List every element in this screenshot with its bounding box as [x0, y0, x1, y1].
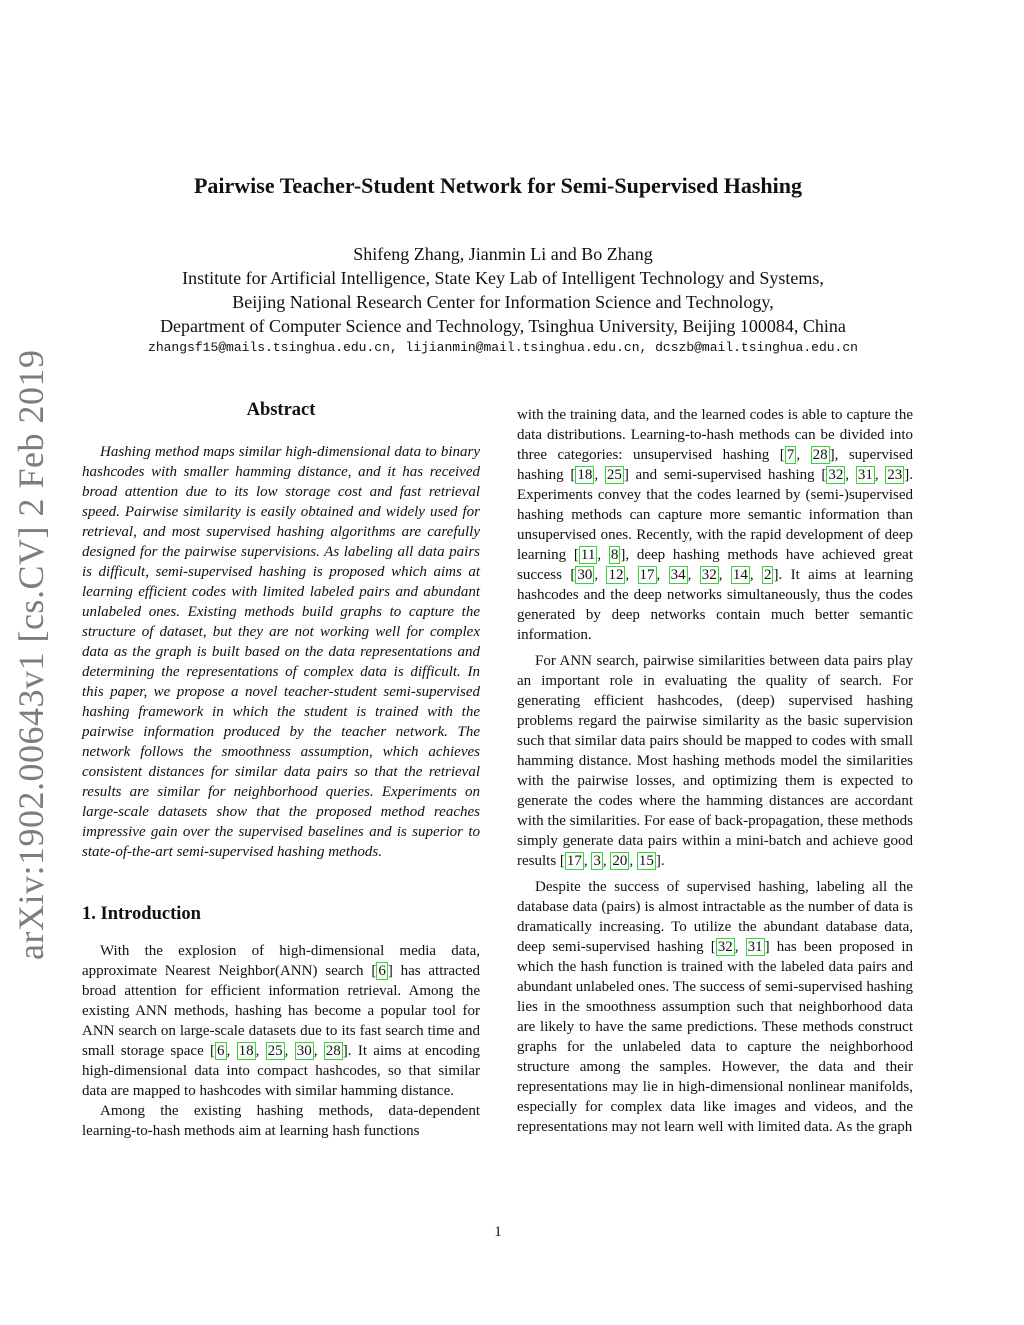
- citation-link[interactable]: 3: [593, 853, 601, 869]
- citation-link[interactable]: 28: [325, 1043, 341, 1059]
- right-paragraph-1: with the training data, and the learned codes is able to capture the data distributions. Learning-to-hash methods can be divided into three categories: unsupervised hashing [ 7 , 28 ], supervised hashing [ 18 , 25 ] and semi-supervised hashing [ 32 , 31 , 23 ]. Experiments convey that the codes learned by (semi-)supervised hashing methods can capture more semantic information than unsupervised ones. Recently, with the rapid development of deep learning [ 11 , 8 ], deep hashing methods have achieved great success [ 30 , 12 , 17 , 34 , 32 , 14 , 2 ]. It aims at learning hashcodes and the deep networks simultaneously, thus the codes generated by deep networks contain much better semantic information.: [517, 407, 914, 643]
- affiliation-line: Institute for Artificial Intelligence, State Key Lab of Intelligent Technology and Systems,: [182, 268, 824, 288]
- citation-link[interactable]: 6: [217, 1043, 225, 1059]
- right-paragraph-3: Despite the success of supervised hashing, labeling all the database data (pairs) is almost intractable as the number of data is dramatically increasing. To utilize the abundant database data, deep semi-supervised hashing [ 32 , 31 ] has been proposed in which the hash function is trained with the labeled data pairs and abundant unlabeled ones. The success of semi-supervised hashing lies in the smoothness assumption such that neighborhood data are likely to have the same predictions. These methods construct graphs for the unlabeled data to capture the neighborhood structure among the samples. However, the data and their representations may lie in high-dimensional nonlinear manifolds, especially for complex data like images and videos, and the representations may not learn well with limited data. As the graph: [517, 879, 914, 1135]
- citation-link[interactable]: 34: [670, 567, 686, 583]
- citation-link[interactable]: 18: [238, 1043, 254, 1059]
- citation-link[interactable]: 31: [747, 939, 763, 955]
- abstract-heading: Abstract: [246, 400, 316, 420]
- citation-link[interactable]: 28: [812, 447, 828, 463]
- citation-link[interactable]: 6: [378, 963, 386, 979]
- author-names: Shifeng Zhang, Jianmin Li and Bo Zhang: [353, 244, 653, 264]
- citation-link[interactable]: 12: [608, 567, 624, 583]
- citation-link[interactable]: 30: [296, 1043, 312, 1059]
- citation-link[interactable]: 30: [577, 567, 593, 583]
- paper-title: Pairwise Teacher-Student Network for Semi-Supervised Hashing: [193, 173, 803, 198]
- intro-paragraph-1: With the explosion of high-dimensional media data, approximate Nearest Neighbor(ANN) search [ 6 ] has attracted broad attention for efficient information retrieval. Among the existing ANN methods, hashing has become a popular tool for ANN search on large-scale datasets due to its fast search time and small storage space [ 6 , 18 , 25 , 30 , 28 ]. It aims at encoding high-dimensional data into compact hashcodes, so that similar data are mapped to hashcodes with similar hamming distance.: [82, 943, 481, 1099]
- affiliation-line: Department of Computer Science and Technology, Tsinghua University, Beijing 100084, China: [160, 316, 846, 336]
- citation-link[interactable]: 2: [763, 567, 772, 583]
- citation-link[interactable]: 17: [639, 567, 655, 583]
- citation-link[interactable]: 15: [638, 853, 654, 869]
- citation-link[interactable]: 23: [887, 467, 903, 483]
- citation-link[interactable]: 25: [267, 1043, 283, 1059]
- section-heading-introduction: 1. Introduction: [82, 904, 201, 924]
- citation-link[interactable]: 20: [612, 853, 628, 869]
- citation-link[interactable]: 32: [717, 939, 733, 955]
- citation-link[interactable]: 32: [701, 567, 717, 583]
- right-column: [517, 405, 913, 1137]
- author-block: [0, 242, 1006, 338]
- citation-link[interactable]: 8: [610, 547, 619, 563]
- citation-link[interactable]: 7: [786, 447, 795, 463]
- arxiv-identifier: arXiv:1902.00643v1 [cs.CV] 2 Feb 2019: [11, 349, 51, 960]
- intro-paragraph-2: Among the existing hashing methods, data-dependent learning-to-hash methods aim at learning hash functions: [82, 1103, 480, 1139]
- citation-link[interactable]: 17: [566, 853, 582, 869]
- affiliation-line: Beijing National Research Center for Information Science and Technology,: [232, 292, 774, 312]
- abstract-text: Hashing method maps similar high-dimensional data to binary hashcodes with smaller hamming distance, and it has received broad attention due to its low storage cost and fast retrieval speed. Pairwise similarity is easily obtained and widely used for retrieval, and most supervised hashing algorithms are carefully designed for the pairwise supervisions. As labeling all data pairs is difficult, semi-supervised hashing is proposed which aims at learning efficient codes with limited labeled pairs and abundant unlabeled ones. Existing methods build graphs to capture the structure of dataset, but they are not working well for complex data as the graph is built based on the data representations and determining the representations of complex data is difficult. In this paper, we propose a novel teacher-student semi-supervised hashing framework in which the student is trained with the pairwise information produced by the teacher network. The network follows the smoothness assumption, which achieves consistent distances for similar data pairs so that the retrieval results are similar for neighborhood queries. Experiments on large-scale datasets show that the proposed method reaches impressive gain over the supervised baselines and is superior to state-of-the-art semi-supervised hashing methods.: [82, 444, 480, 860]
- page-number: 1: [494, 1224, 502, 1240]
- citation-link[interactable]: 32: [828, 467, 844, 483]
- citation-link[interactable]: 11: [580, 547, 596, 563]
- citation-link[interactable]: 25: [606, 467, 622, 483]
- left-column: [82, 400, 480, 1141]
- citation-link[interactable]: 14: [732, 567, 748, 583]
- right-paragraph-2: For ANN search, pairwise similarities between data pairs play an important role in evaluating the quality of search. For generating efficient hashcodes, (deep) supervised hashing problems regard the pairwise similarity as the basic supervision such that similar data pairs should be mapped to codes with small hamming distance. Most hashing methods model the similarities with the pairwise losses, and optimizing them is expected to generate the codes where the hamming distances are accordant with the similarities. For ease of back-propagation, these methods simply generate data pairs within a mini-batch and achieve good results [ 17 , 3 , 20 , 15 ].: [517, 653, 913, 869]
- author-emails: zhangsf15@mails.tsinghua.edu.cn, lijianmin@mail.tsinghua.edu.cn, dcszb@mail.tsinghua.edu.cn: [148, 340, 858, 355]
- citation-link[interactable]: 18: [577, 467, 593, 483]
- citation-link[interactable]: 31: [857, 467, 873, 483]
